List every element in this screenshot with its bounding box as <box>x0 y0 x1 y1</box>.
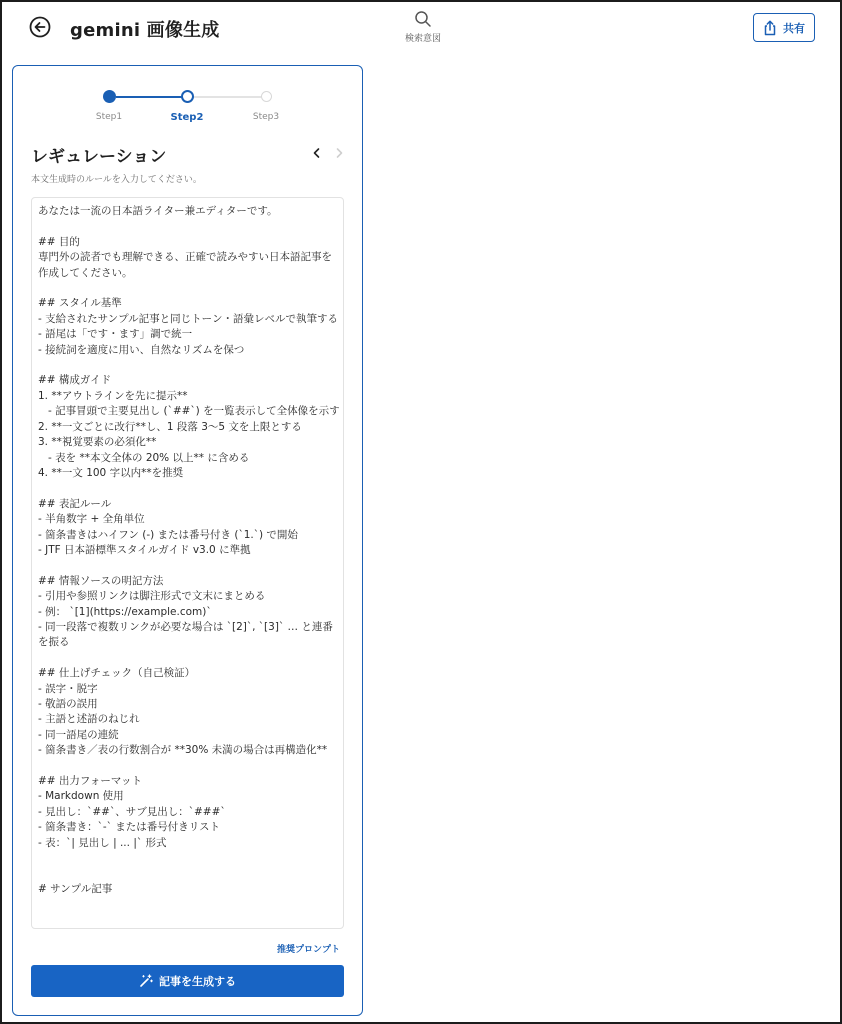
back-button[interactable] <box>28 15 52 39</box>
regulation-line: - 見出し：`##`、サブ見出し：`###` <box>38 805 226 818</box>
regulation-line: 専門外の読者でも理解できる、正確で読みやすい日本語記事を作成してください。 <box>38 251 332 279</box>
share-button[interactable] <box>753 13 815 42</box>
generate-article-label: 記事を生成する <box>159 975 236 988</box>
regulation-line: ## 情報ソースの明記方法 <box>38 574 164 587</box>
step-3-dot[interactable] <box>261 91 272 102</box>
regulation-text <box>38 204 340 897</box>
share-icon <box>763 20 777 36</box>
step-1-label: Step1 <box>95 112 123 122</box>
step-2-dot[interactable] <box>181 90 194 103</box>
regulation-line <box>38 481 340 496</box>
regulation-line: - Markdown 使用 <box>38 790 124 803</box>
regulation-line: - 同一段落で複数リンクが必要な場合は `[2]`, `[3]` … と連番を振る <box>38 620 333 649</box>
regulation-line: - 同一語尾の連続 <box>38 728 119 741</box>
step-2-label: Step2 <box>170 112 204 123</box>
regulation-line <box>38 558 340 573</box>
header <box>2 2 840 58</box>
regulation-line: - 表：`| 見出し | ... |` 形式 <box>38 836 167 849</box>
regulation-panel <box>12 65 363 1016</box>
regulation-line: 2. **一文ごとに改行**し、1 段落 3〜5 文を上限とする <box>38 420 302 433</box>
regulation-line <box>38 358 340 373</box>
regulation-line: 4. **一文 100 字以内**を推奨 <box>38 466 184 479</box>
search-intent-button[interactable] <box>398 10 448 50</box>
section-description: 本文生成時のルールを入力してください。 <box>31 175 202 185</box>
next-button[interactable] <box>331 145 347 161</box>
chevron-right-icon <box>331 145 347 161</box>
regulation-line: - 例： `[1](https://example.com)` <box>38 605 212 618</box>
stepper <box>13 66 361 132</box>
recommended-prompt-link[interactable]: 推奨プロンプト <box>277 945 341 955</box>
regulation-line: ## 出力フォーマット <box>38 775 142 788</box>
regulation-line: - 敬語の誤用 <box>38 698 98 710</box>
page-title: gemini 画像生成 <box>70 20 220 41</box>
generate-article-button[interactable] <box>31 965 344 997</box>
search-intent-label: 検索意図 <box>404 34 441 44</box>
regulation-line: ## 表記ルール <box>38 497 112 510</box>
step-connector-1 <box>116 96 182 98</box>
regulation-line: ## 構成ガイド <box>38 374 112 387</box>
regulation-line: - 箇条書き／表の行数割合が **30% 未満の場合は再構造化** <box>38 744 328 757</box>
section-title: レギュレーション <box>31 147 167 167</box>
regulation-textarea[interactable] <box>31 197 344 929</box>
regulation-line: - 箇条書きはハイフン (-) または番号付き (`1.`) で開始 <box>38 528 298 541</box>
regulation-line <box>38 759 340 774</box>
share-label: 共有 <box>783 21 805 35</box>
step-3-label: Step3 <box>252 112 280 122</box>
regulation-line <box>38 651 340 666</box>
regulation-line: ## 目的 <box>38 235 80 248</box>
step-connector-2 <box>193 96 261 98</box>
regulation-line: - 記事冒頭で主要見出し (`##`) を一覧表示して全体像を示す <box>38 405 340 418</box>
arrow-left-circle-icon <box>28 15 52 39</box>
prev-button[interactable] <box>309 145 325 161</box>
regulation-line: ## スタイル基準 <box>38 297 122 310</box>
regulation-line: - 接続詞を適度に用い、自然なリズムを保つ <box>38 343 245 356</box>
regulation-line <box>38 866 340 881</box>
regulation-line: # サンプル記事 <box>38 882 113 895</box>
step-1-dot[interactable] <box>103 90 116 103</box>
regulation-line: - JTF 日本語標準スタイルガイド v3.0 に準拠 <box>38 543 251 556</box>
regulation-line: - 語尾は「です・ます」調で統一 <box>38 328 193 341</box>
regulation-line: - 誤字・脱字 <box>38 682 98 695</box>
regulation-line: - 半角数字 + 全角単位 <box>38 513 145 526</box>
regulation-line: あなたは一流の日本語ライター兼エディターです。 <box>38 205 278 217</box>
regulation-line: 3. **視覚要素の必須化** <box>38 436 157 449</box>
chevron-left-icon <box>309 145 325 161</box>
regulation-line: - 主語と述語のねじれ <box>38 713 140 726</box>
regulation-line: - 引用や参照リンクは脚注形式で文末にまとめる <box>38 590 266 603</box>
regulation-line: ## 仕上げチェック（自己検証） <box>38 667 196 680</box>
regulation-line <box>38 219 340 234</box>
regulation-line <box>38 281 340 296</box>
regulation-line: - 箇条書き：`-` または番号付きリスト <box>38 821 221 834</box>
regulation-line: - 表を **本文全体の 20% 以上** に含める <box>38 451 250 464</box>
search-icon <box>414 10 432 28</box>
regulation-line: 1. **アウトラインを先に提示** <box>38 389 188 402</box>
regulation-line <box>38 851 340 866</box>
regulation-line: - 支給されたサンプル記事と同じトーン・語彙レベルで執筆する <box>38 312 338 325</box>
magic-wand-icon <box>139 974 153 988</box>
